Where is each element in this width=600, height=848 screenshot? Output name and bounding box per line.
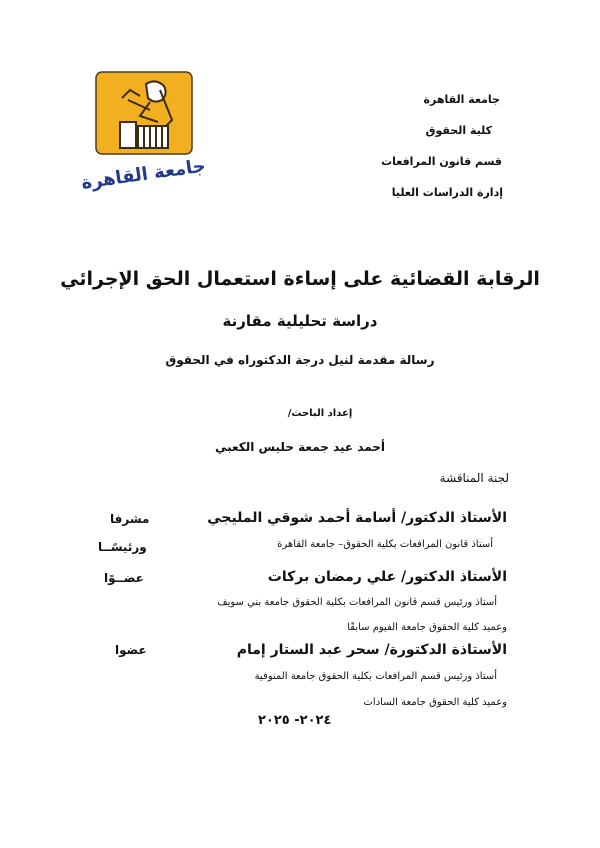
committee-member-3-role: عضوا	[115, 643, 147, 657]
committee-member-1-role2: ورئيسًــا	[98, 540, 147, 554]
thesis-purpose: رسالة مقدمة لنيل درجة الدكتوراه في الحقوق	[165, 353, 435, 367]
committee-member-1-desc: أستاذ قانون المرافعات بكلية الحقوق– جامعة القاهرة	[277, 539, 493, 550]
header-department: قسم قانون المرافعات	[381, 155, 502, 168]
logo-text: جامعة القاهرة	[80, 155, 207, 194]
header-administration: إدارة الدراسات العليا	[391, 186, 503, 199]
committee-member-1-role: مشرفا	[110, 512, 150, 526]
header-faculty: كلية الحقوق	[425, 124, 492, 137]
committee-member-3-name: الأستاذة الدكتورة/ سحر عبد الستار إمام	[236, 642, 507, 658]
committee-member-3-desc-2: وعميد كلية الحقوق جامعة السادات	[363, 697, 507, 708]
cairo-university-logo	[80, 70, 207, 195]
academic-year: ٢٠٢٤- ٢٠٢٥	[258, 713, 332, 728]
committee-member-2-name: الأستاذ الدكتور/ علي رمضان بركات	[267, 569, 507, 585]
committee-member-2-desc-1: أستاذ ورئيس قسم قانون المرافعات بكلية الحقوق جامعة بني سويف	[217, 597, 497, 608]
thesis-title: الرقابة القضائية على إساءة استعمال الحق الإجرائي	[60, 268, 540, 290]
researcher-name: أحمد عيد جمعة حليس الكعبي	[214, 440, 386, 454]
committee-member-2-desc-2: وعميد كلية الحقوق جامعة الفيوم سابقًا	[347, 622, 507, 633]
committee-member-1-name: الأستاذ الدكتور/ أسامة أحمد شوقي المليجي	[207, 510, 507, 526]
logo-icon	[80, 70, 207, 195]
committee-label: لجنة المناقشة	[439, 471, 509, 485]
committee-member-3-desc-1: أستاذ ورئيس قسم المرافعات بكلية الحقوق جامعة المنوفية	[254, 671, 497, 682]
committee-member-2-role: عضــوًا	[104, 571, 144, 585]
thesis-subtitle: دراسة تحليلية مقارنة	[222, 312, 378, 330]
header-university: جامعة القاهرة	[423, 93, 500, 106]
researcher-label: إعداد الباحث/	[287, 408, 353, 419]
